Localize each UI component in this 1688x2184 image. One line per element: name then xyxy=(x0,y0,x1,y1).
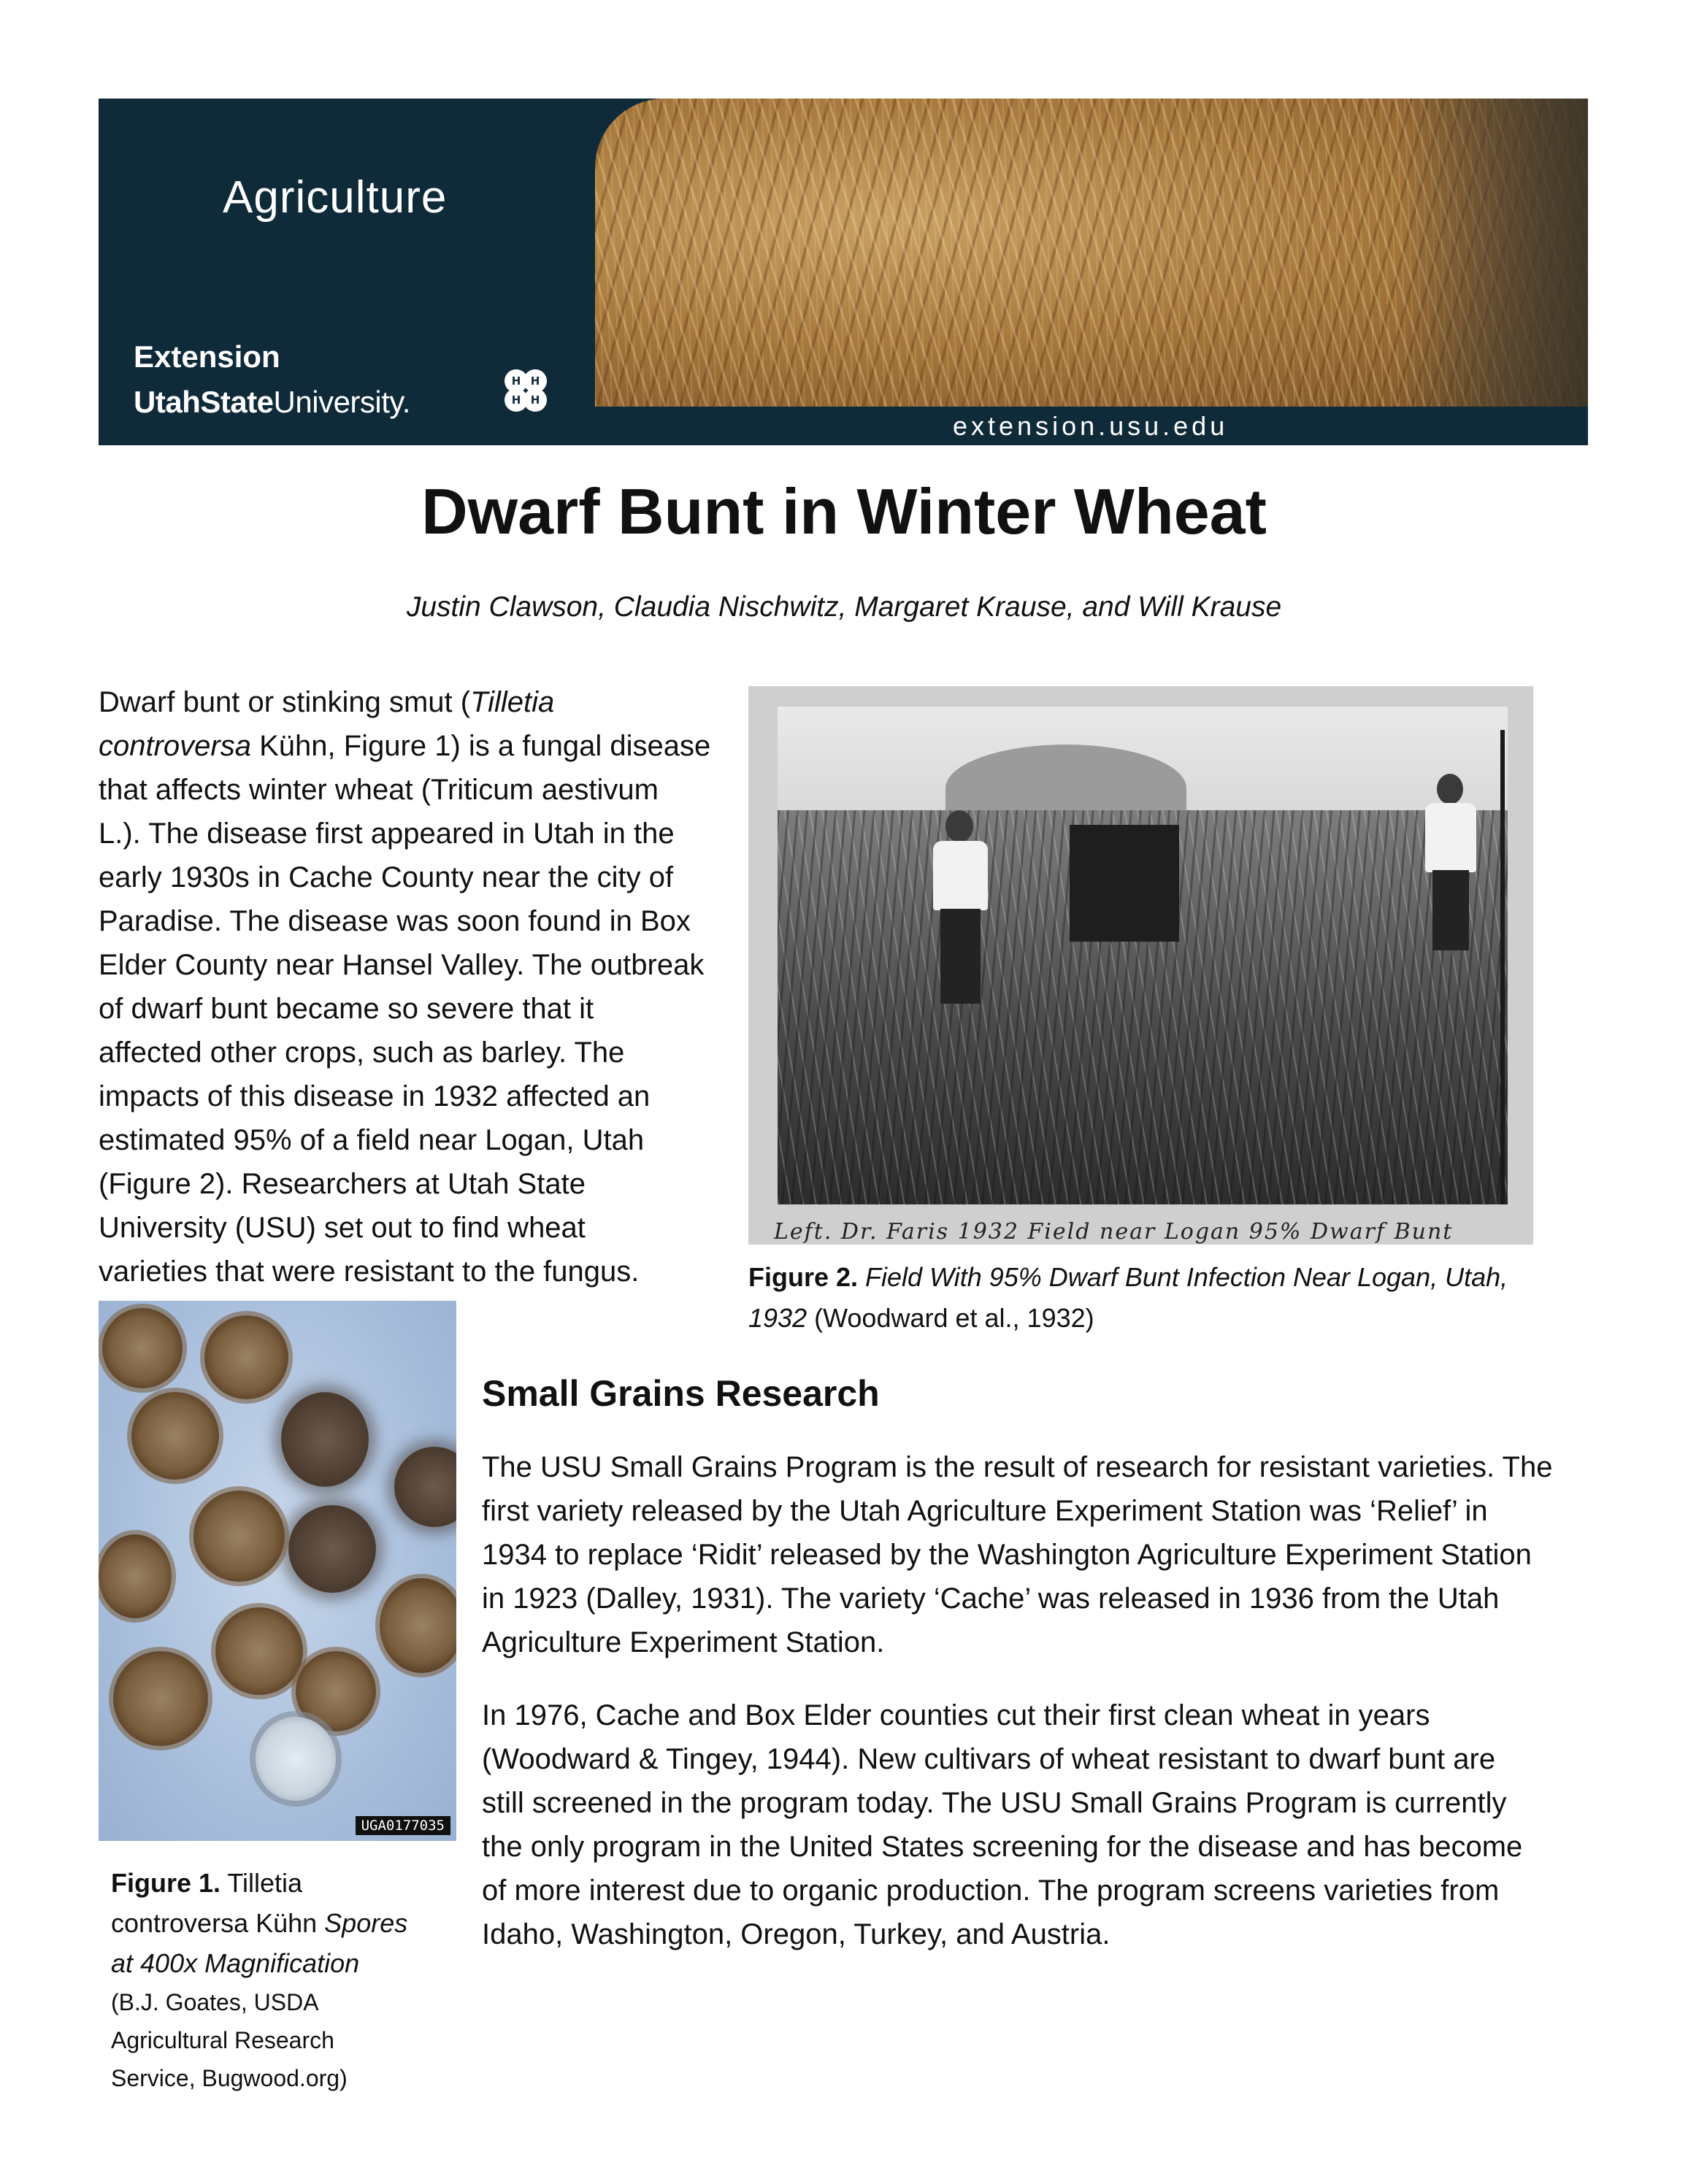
section-heading: Small Grains Research xyxy=(482,1373,880,1414)
page-title: Dwarf Bunt in Winter Wheat xyxy=(421,475,1267,547)
author-list: Justin Clawson, Claudia Nischwitz, Margaret Krause, and Will Krause xyxy=(406,591,1282,623)
paragraph-line: first variety released by the Utah Agriculture Experiment Station was ‘Relief’ in xyxy=(482,1495,1488,1527)
paragraph-line: in 1923 (Dalley, 1931). The variety ‘Cache’ was released in 1936 from the Utah xyxy=(482,1583,1500,1615)
species-name: Tilletia xyxy=(470,686,555,718)
handwritten-annotation: Left. Dr. Faris 1932 Field near Logan 95% Dwarf Bunt xyxy=(774,1219,1454,1245)
paragraph-line: (Woodward & Tingey, 1944). New cultivars of wheat resistant to dwarf bunt are xyxy=(482,1743,1496,1775)
paragraph-line: Idaho, Washington, Oregon, Turkey, and Austria. xyxy=(482,1918,1110,1950)
section-paragraph-1 xyxy=(482,1445,1592,1664)
paragraph-line: still screened in the program today. The USU Small Grains Program is currently xyxy=(482,1787,1507,1819)
intro-line: Dwarf bunt or stinking smut (Tilletia xyxy=(99,686,555,718)
species-name: controversa xyxy=(99,730,251,762)
usu-wordmark-mark: . xyxy=(402,385,410,419)
section-paragraph-2 xyxy=(482,1693,1592,1956)
intro-line: varieties that were resistant to the fungus. xyxy=(99,1256,640,1288)
intro-line: of dwarf bunt became so severe that it xyxy=(99,993,594,1025)
banner-category: Agriculture xyxy=(223,172,448,223)
intro-line: University (USU) set out to find wheat xyxy=(99,1212,586,1244)
usu-wordmark xyxy=(134,385,410,420)
paragraph-line: Agriculture Experiment Station. xyxy=(482,1626,885,1658)
svg-text:H: H xyxy=(530,393,540,407)
usu-wordmark-bold: UtahState xyxy=(134,385,274,419)
intro-line: that affects winter wheat (Triticum aestivum xyxy=(99,774,659,806)
figure-1-caption: Figure 1. Tilletia controversa Kühn Spores at 400x Magnification (B.J. Goates, USDA Agricultural Research Service, Bugwood.org) xyxy=(111,1863,447,2097)
paragraph-line: of more interest due to organic production. The program screens varieties from xyxy=(482,1875,1500,1907)
paragraph-line: 1934 to replace ‘Ridit’ released by the Washington Agriculture Experiment Station xyxy=(482,1539,1532,1571)
intro-paragraph xyxy=(99,680,734,1293)
intro-line: affected other crops, such as barley. The xyxy=(99,1037,625,1069)
intro-line: impacts of this disease in 1932 affected an xyxy=(99,1080,651,1112)
intro-line: Paradise. The disease was soon found in Box xyxy=(99,905,691,937)
svg-text:H: H xyxy=(511,393,521,407)
paragraph-line: the only program in the United States screening for the disease and has become xyxy=(482,1831,1523,1863)
extension-label: Extension xyxy=(134,339,280,374)
intro-line: estimated 95% of a field near Logan, Utah xyxy=(99,1124,645,1156)
extension-url: extension.usu.edu xyxy=(953,411,1229,441)
svg-text:H: H xyxy=(511,374,521,388)
header-banner xyxy=(99,99,1588,445)
figure-1-photo xyxy=(99,1301,456,1841)
figure-2-photo xyxy=(748,686,1533,1245)
intro-line: (Figure 2). Researchers at Utah State xyxy=(99,1168,586,1200)
usu-wordmark-regular: University xyxy=(273,385,402,419)
image-id-label: UGA0177035 xyxy=(356,1816,450,1835)
wheat-field-photo xyxy=(595,99,1588,407)
intro-line: L.). The disease first appeared in Utah in the xyxy=(99,818,675,850)
figure-2-caption: Figure 2. Field With 95% Dwarf Bunt Infection Near Logan, Utah, 1932 (Woodward et al., 1932) xyxy=(748,1262,1508,1333)
figure-1-credit: Service, Bugwood.org) xyxy=(111,2065,348,2091)
intro-line: controversa Kühn, Figure 1) is a fungal disease xyxy=(99,730,711,762)
intro-line: Elder County near Hansel Valley. The outbreak xyxy=(99,949,705,981)
paragraph-line: In 1976, Cache and Box Elder counties cut their first clean wheat in years xyxy=(482,1699,1430,1731)
intro-line: early 1930s in Cache County near the city of xyxy=(99,861,674,893)
svg-text:H: H xyxy=(530,374,540,388)
figure-1-credit: (B.J. Goates, USDA xyxy=(111,1989,319,2015)
paragraph-line: The USU Small Grains Program is the result of research for resistant varieties. The xyxy=(482,1451,1553,1483)
figure-1-credit: Agricultural Research xyxy=(111,2027,334,2053)
figure-1-label: Figure 1. xyxy=(111,1868,221,1898)
figure-2-label: Figure 2. xyxy=(748,1262,859,1292)
four-h-clover-icon xyxy=(496,361,555,420)
